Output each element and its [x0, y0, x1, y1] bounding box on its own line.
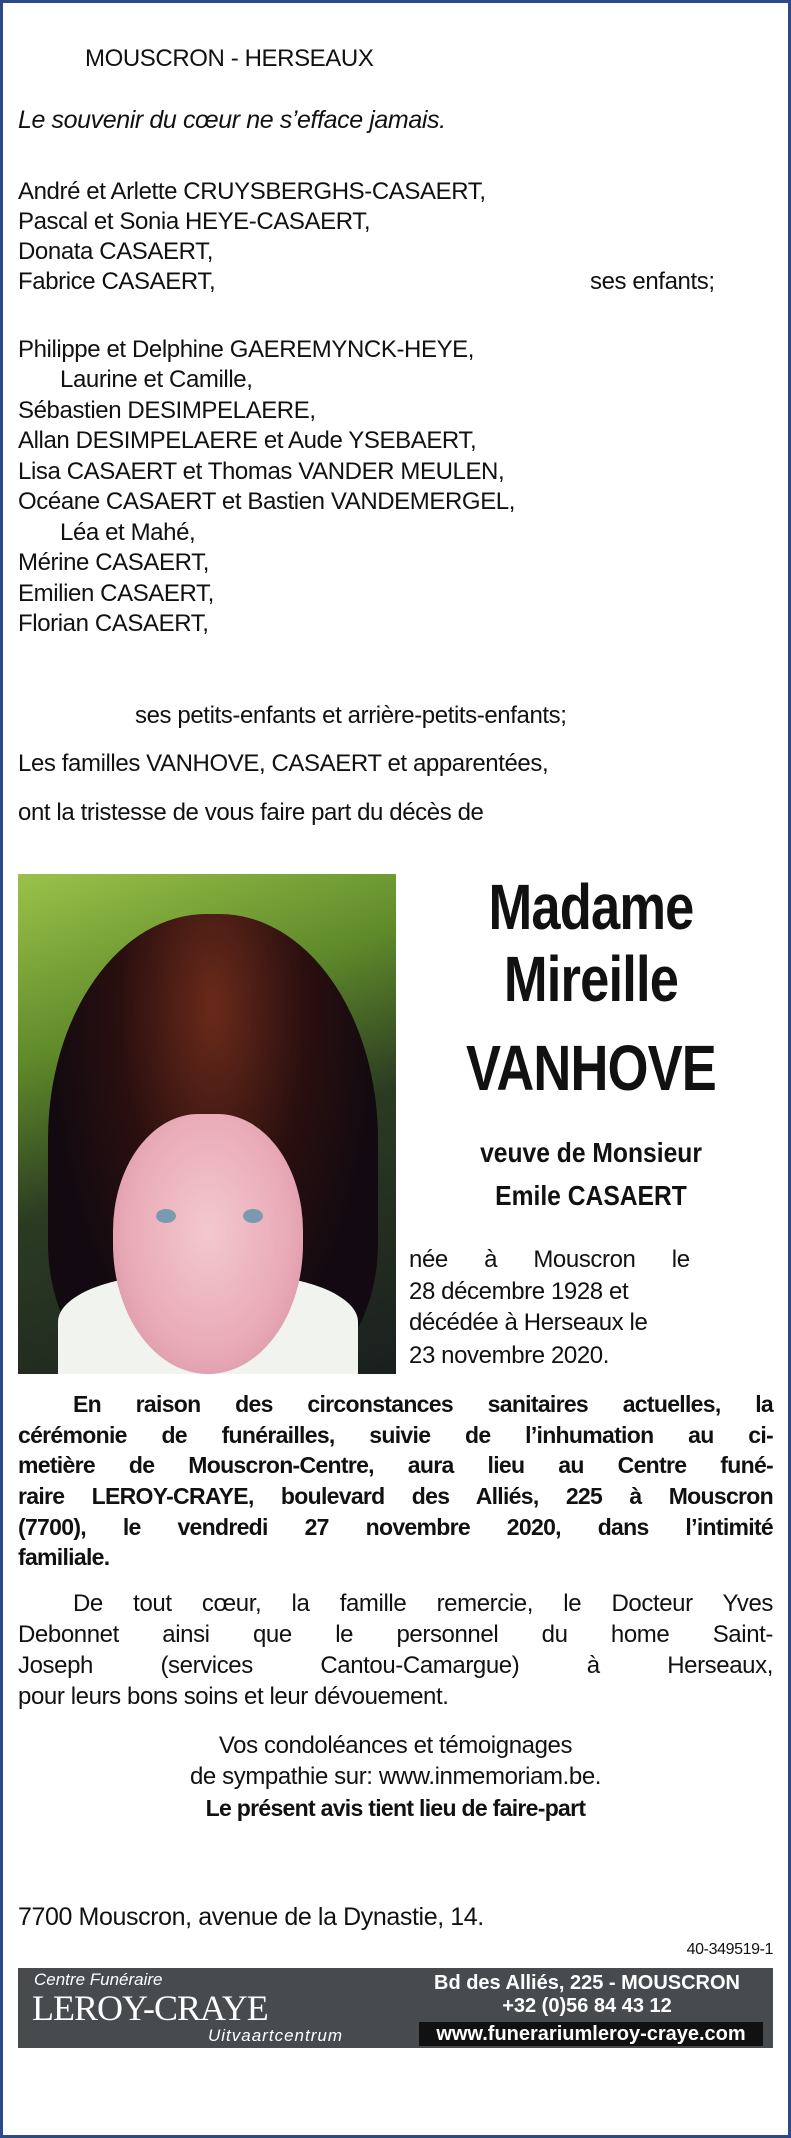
- announcement: ont la tristesse de vous faire part du décès de: [18, 799, 484, 826]
- funeral-line-6: familiale.: [18, 1544, 110, 1570]
- grandchild-4: Allan DESIMPELAERE et Aude YSEBAERT,: [18, 427, 477, 454]
- notice: Le présent avis tient lieu de faire-part: [205, 1795, 586, 1821]
- funeral-home-logo-name: LEROY-CRAYE: [32, 1988, 268, 2028]
- funeral-line-1: En raison des circonstances sanitaires actuelles, la: [73, 1391, 773, 1417]
- widow-line-2: Emile CASAERT: [495, 1180, 687, 1211]
- widow-line-1: veuve de Monsieur: [480, 1137, 702, 1168]
- condolences-line-2: de sympathie sur: www.inmemoriam.be.: [189, 1763, 602, 1790]
- families: Les familles VANHOVE, CASAERT et apparentées,: [18, 750, 549, 777]
- grandchild-8: Mérine CASAERT,: [18, 549, 209, 576]
- dates-line-3: décédée à Herseaux le: [409, 1309, 648, 1336]
- thanks-line-2: Debonnet ainsi que le personnel du home Saint-: [18, 1621, 773, 1648]
- thanks-line-4: pour leurs bons soins et leur dévouement.: [18, 1683, 449, 1710]
- reference-number: 40-349519-1: [686, 1941, 773, 1958]
- deceased-first-name: Mireille: [503, 943, 679, 1015]
- grandchild-1: Philippe et Delphine GAEREMYNCK-HEYE,: [18, 336, 475, 363]
- funeral-line-2: cérémonie de funérailles, suivie de l’inhumation au ci-: [18, 1422, 773, 1448]
- funeral-line-3: metière de Mouscron-Centre, aura lieu au Centre funé-: [18, 1452, 773, 1478]
- uitvaartcentrum-label: Uitvaartcentrum: [208, 2026, 343, 2045]
- funeral-line-5: (7700), le vendredi 27 novembre 2020, dans l’intimité: [18, 1514, 773, 1540]
- deceased-title: Madame: [488, 871, 694, 943]
- quote: Le souvenir du cœur ne s’efface jamais.: [18, 106, 446, 134]
- deceased-last-name: VANHOVE: [466, 1032, 716, 1104]
- grandchild-3: Sébastien DESIMPELAERE,: [18, 397, 316, 424]
- funeral-home-banner: [18, 1968, 773, 2048]
- funeral-centre-label: Centre Funéraire: [34, 1970, 163, 1989]
- grandchild-7: Léa et Mahé,: [60, 519, 196, 546]
- child-4: Fabrice CASAERT,: [18, 268, 216, 295]
- dates-line-1: née à Mouscron le: [409, 1246, 690, 1273]
- funeral-home-phone: +32 (0)56 84 43 12: [502, 1995, 672, 2017]
- funeral-home-contact: [409, 1972, 765, 2018]
- grandchild-5: Lisa CASAERT et Thomas VANDER MEULEN,: [18, 458, 505, 485]
- location-header: MOUSCRON - HERSEAUX: [85, 45, 374, 72]
- child-3: Donata CASAERT,: [18, 238, 213, 265]
- grandchild-10: Florian CASAERT,: [18, 610, 209, 637]
- thanks-line-3: Joseph (services Cantou-Camargue) à Herseaux,: [18, 1652, 773, 1679]
- grandchild-2: Laurine et Camille,: [60, 366, 253, 393]
- grandchildren-label: ses petits-enfants et arrière-petits-enfants;: [135, 702, 567, 729]
- condolences-line-1: Vos condoléances et témoignages: [218, 1732, 573, 1759]
- address: 7700 Mouscron, avenue de la Dynastie, 14.: [18, 1903, 484, 1931]
- child-1: André et Arlette CRUYSBERGHS-CASAERT,: [18, 178, 486, 205]
- dates-line-4: 23 novembre 2020.: [409, 1342, 610, 1369]
- funeral-home-address: Bd des Alliés, 225 - MOUSCRON: [434, 1972, 740, 1994]
- funeral-line-4: raire LEROY-CRAYE, boulevard des Alliés, 225 à Mouscron: [18, 1483, 773, 1509]
- grandchild-9: Emilien CASAERT,: [18, 580, 214, 607]
- deceased-photo: [18, 874, 396, 1374]
- thanks-line-1: De tout cœur, la famille remercie, le Docteur Yves: [73, 1590, 773, 1617]
- funeral-home-website[interactable]: www.funerariumleroy-craye.com: [419, 2022, 763, 2046]
- child-2: Pascal et Sonia HEYE-CASAERT,: [18, 208, 371, 235]
- grandchild-6: Océane CASAERT et Bastien VANDEMERGEL,: [18, 488, 516, 515]
- children-label: ses enfants;: [590, 268, 715, 295]
- dates-line-2: 28 décembre 1928 et: [409, 1278, 629, 1305]
